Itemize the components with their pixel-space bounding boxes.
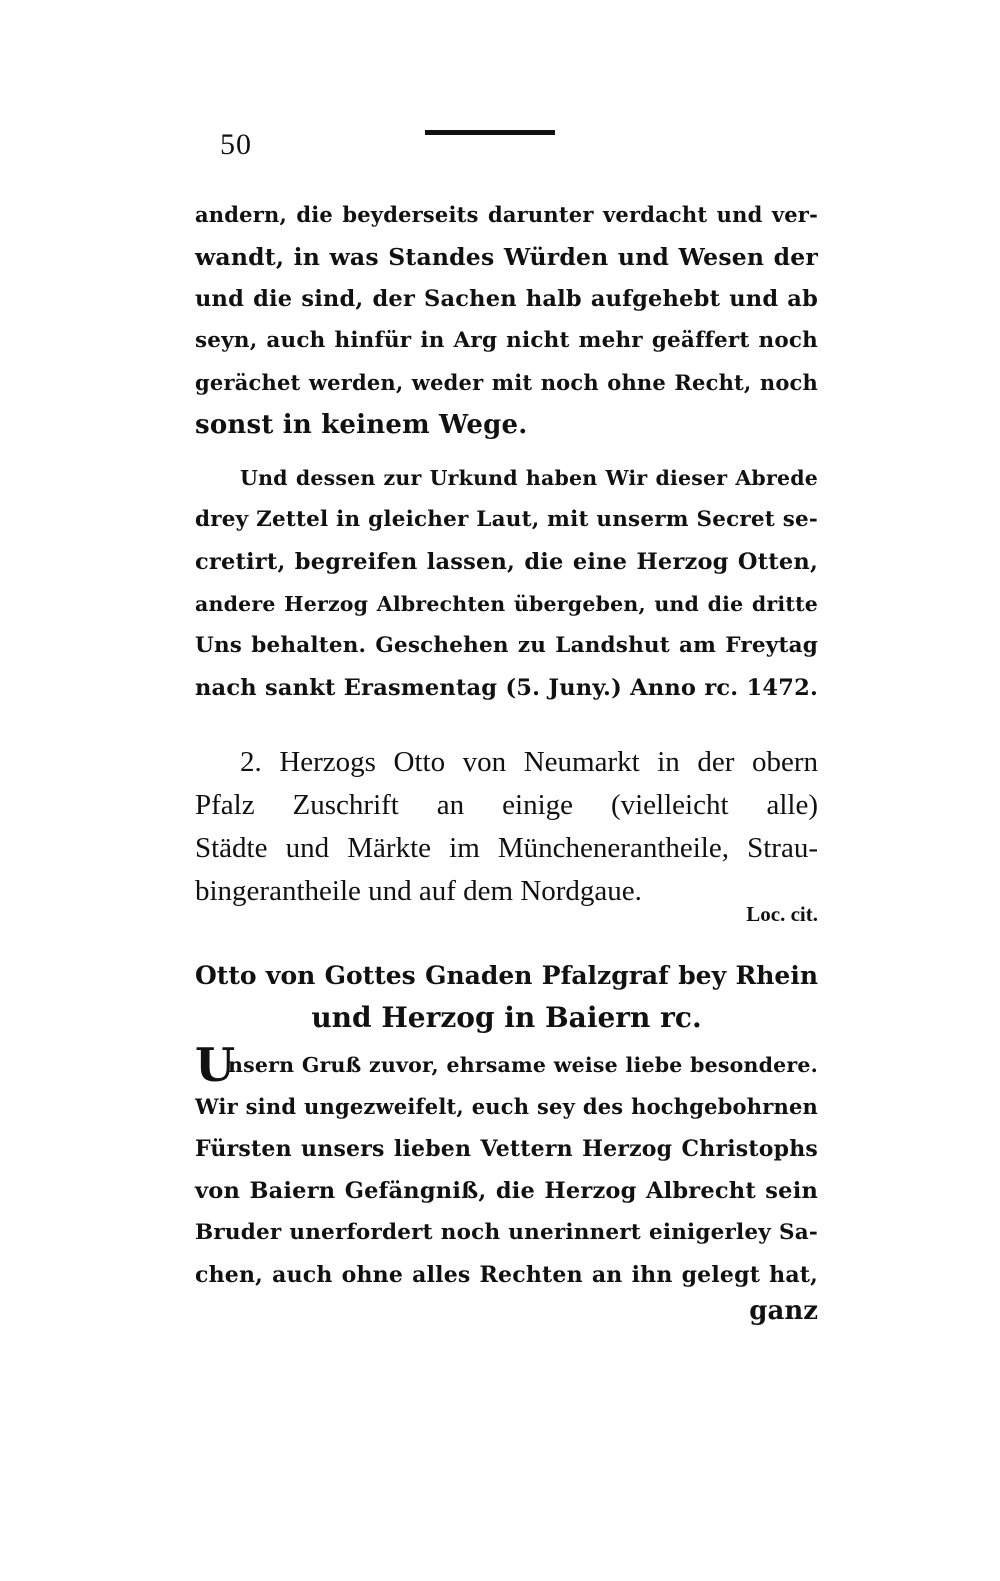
section-title-line: bingerantheile und auf dem Nordgaue.	[195, 875, 642, 907]
text-line: und die sind, der Sachen halb aufgehebt und ab	[195, 286, 818, 312]
letter-heading-line: Otto von Gottes Gnaden Pfalzgraf bey Rhein	[195, 961, 818, 990]
letter-heading-line: und Herzog in Baiern rc.	[311, 1001, 702, 1034]
text-line: andern, die beyderseits darunter verdacht und ver-	[195, 202, 818, 227]
section-title-line: Pfalz Zuschrift an einige (vielleicht alle)	[195, 789, 818, 821]
text-line: nach sankt Erasmentag (5. Juny.) Anno rc. 1472.	[195, 675, 818, 701]
text-line: Wir sind ungezweifelt, euch sey des hochgebohrnen	[195, 1094, 818, 1119]
text-line: Uns behalten. Geschehen zu Landshut am Freytag	[195, 633, 818, 658]
source-reference: Loc. cit.	[746, 902, 818, 926]
text-line: sonst in keinem Wege.	[195, 410, 528, 440]
text-line: Und dessen zur Urkund haben Wir dieser Abrede	[240, 466, 818, 490]
text-line: andere Herzog Albrechten übergeben, und die dritte	[195, 592, 818, 616]
text-line: drey Zettel in gleicher Laut, mit unserm Secret se-	[195, 507, 818, 532]
section-title-line: 2. Herzogs Otto von Neumarkt in der obern	[240, 746, 818, 778]
text-line: seyn, auch hinfür in Arg nicht mehr geäffert noch	[195, 328, 818, 353]
text-line: chen, auch ohne alles Rechten an ihn gelegt hat,	[195, 1262, 818, 1288]
catchword: ganz	[749, 1296, 818, 1326]
section-title-line: Städte und Märkte im Müncheneranthеile, Strau-	[195, 832, 818, 864]
text-line: nsern Gruß zuvor, ehrsame weise liebe besondere.	[228, 1053, 818, 1077]
page-number: 50	[220, 128, 252, 161]
text-line: cretirt, begreifen lassen, die eine Herzog Otten,	[195, 549, 818, 575]
text-line: wandt, in was Standes Würden und Wesen der	[195, 243, 818, 271]
text-line: Bruder unerfordert noch unerinnert einigerley Sa-	[195, 1220, 818, 1245]
text-line: von Baiern Gefängniß, die Herzog Albrecht sein	[195, 1178, 818, 1204]
header-rule	[425, 130, 555, 135]
text-line: gerächet werden, weder mit noch ohne Recht, noch	[195, 370, 818, 395]
text-line: Fürsten unsers lieben Vettern Herzog Christophs	[195, 1136, 818, 1162]
drop-initial: U	[195, 1038, 236, 1092]
